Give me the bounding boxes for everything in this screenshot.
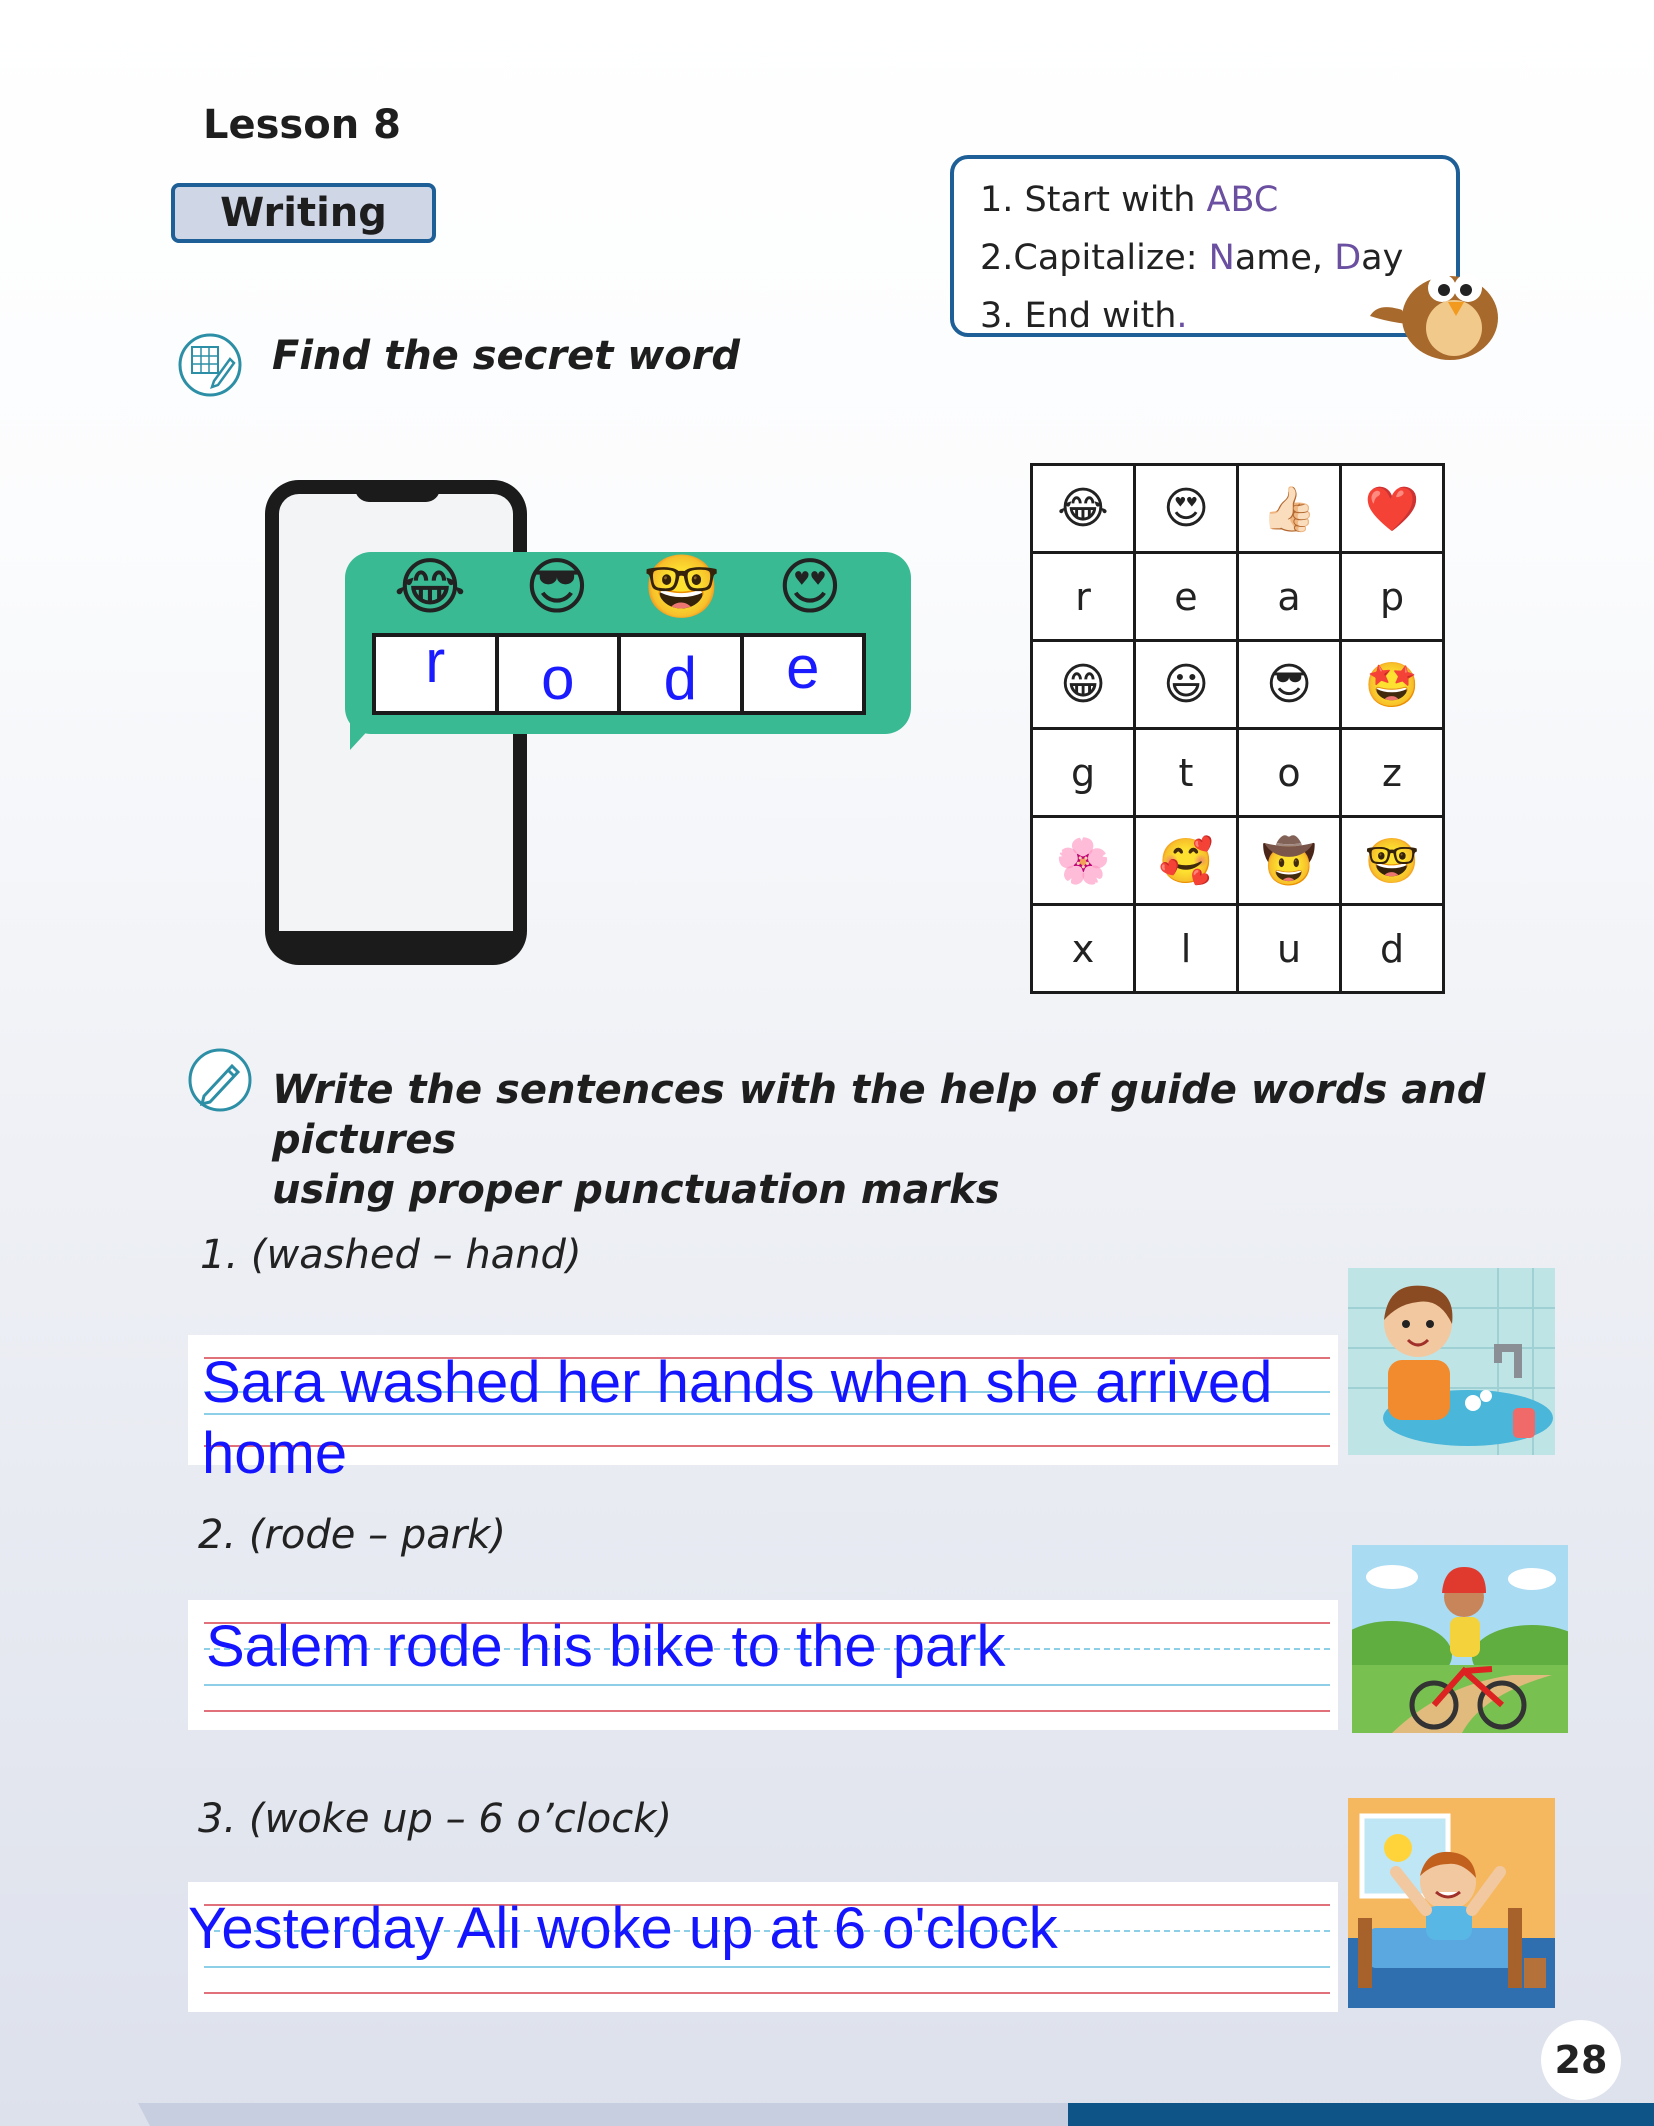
boy-waking-up-picture: [1348, 1798, 1555, 2008]
grid-cell: a: [1238, 553, 1341, 641]
secret-word-answer-row: [372, 628, 866, 715]
handwritten-answer: Yesterday Ali woke up at 6 o'clock: [188, 1896, 1058, 1961]
grid-cell: r: [1032, 553, 1135, 641]
rule-2: 2.Capitalize: Name, Day: [980, 238, 1404, 278]
section-title-write-sentences: [272, 1065, 1654, 1215]
grid-cell: e: [1135, 553, 1238, 641]
answer-box-2[interactable]: [188, 1600, 1338, 1730]
exercise-prompt: 2. (rode – park): [198, 1512, 506, 1558]
handwritten-answer: Salem rode his bike to the park: [206, 1614, 1006, 1679]
answer-letter-cell[interactable]: o: [499, 637, 622, 711]
footer-bar-dark: [1068, 2103, 1654, 2126]
grid-row: [1032, 641, 1444, 729]
grid-cell: 👍🏻: [1238, 465, 1341, 553]
handwritten-answer: home: [202, 1421, 348, 1486]
bird-mascot-icon: [1368, 240, 1508, 365]
grid-cell: 😎: [1238, 641, 1341, 729]
emoji-code-grid: [1030, 463, 1445, 994]
grid-cell: 🤓: [1341, 817, 1444, 905]
grid-cell: 😂: [1032, 465, 1135, 553]
section-title-secret-word: Find the secret word: [272, 333, 741, 379]
handwritten-answer: Sara washed her hands when she arrived: [202, 1350, 1273, 1415]
grid-cell: 🥰: [1135, 817, 1238, 905]
grid-row: [1032, 905, 1444, 993]
answer-letter-cell[interactable]: d: [621, 637, 744, 711]
girl-washing-hands-picture: [1348, 1268, 1555, 1455]
answer-letter-cell[interactable]: e: [786, 634, 820, 701]
grid-cell: 😃: [1135, 641, 1238, 729]
exercise-prompt: 3. (woke up – 6 o’clock): [198, 1796, 673, 1842]
bubble-emoji: 🤓: [643, 550, 721, 623]
rule-3: 3. End with.: [980, 296, 1188, 336]
grid-cell: x: [1032, 905, 1135, 993]
answer-letter-cell[interactable]: r: [376, 637, 499, 711]
grid-cell: o: [1238, 729, 1341, 817]
grid-cell: u: [1238, 905, 1341, 993]
grid-cell: d: [1341, 905, 1444, 993]
grid-row: [1032, 729, 1444, 817]
page-number: 28: [1541, 2020, 1621, 2100]
section-title-line: using proper punctuation marks: [272, 1167, 1000, 1213]
grid-cell: 🤩: [1341, 641, 1444, 729]
exercise-prompt: 1. (washed – hand): [200, 1232, 582, 1278]
footer-bar-light: [138, 2103, 1068, 2126]
grid-cell: 🌸: [1032, 817, 1135, 905]
grid-cell: 😍: [1135, 465, 1238, 553]
bubble-emoji: 😎: [524, 550, 590, 623]
section-title-line: Write the sentences with the help of guide words and pictures: [272, 1067, 1486, 1163]
grid-cell: t: [1135, 729, 1238, 817]
bubble-emoji: 😂: [393, 550, 467, 623]
grid-cell: 🤠: [1238, 817, 1341, 905]
grid-cell: g: [1032, 729, 1135, 817]
grid-row: [1032, 465, 1444, 553]
grid-row: [1032, 817, 1444, 905]
grid-cell: l: [1135, 905, 1238, 993]
puzzle-pencil-icon: [178, 333, 242, 397]
lesson-title: Lesson 8: [203, 102, 401, 148]
grid-row: [1032, 553, 1444, 641]
phone-notch: [355, 480, 440, 502]
grid-cell: z: [1341, 729, 1444, 817]
boy-riding-bike-picture: [1352, 1545, 1568, 1733]
grid-cell: ❤️: [1341, 465, 1444, 553]
bubble-emoji: 😍: [777, 550, 843, 623]
answer-box-1[interactable]: [188, 1335, 1338, 1486]
writing-badge: Writing: [171, 183, 436, 243]
rule-1: 1. Start with ABC: [980, 180, 1279, 220]
grid-cell: p: [1341, 553, 1444, 641]
answer-box-3[interactable]: [188, 1882, 1338, 2012]
pencil-icon: [188, 1048, 252, 1112]
grid-cell: 😁: [1032, 641, 1135, 729]
